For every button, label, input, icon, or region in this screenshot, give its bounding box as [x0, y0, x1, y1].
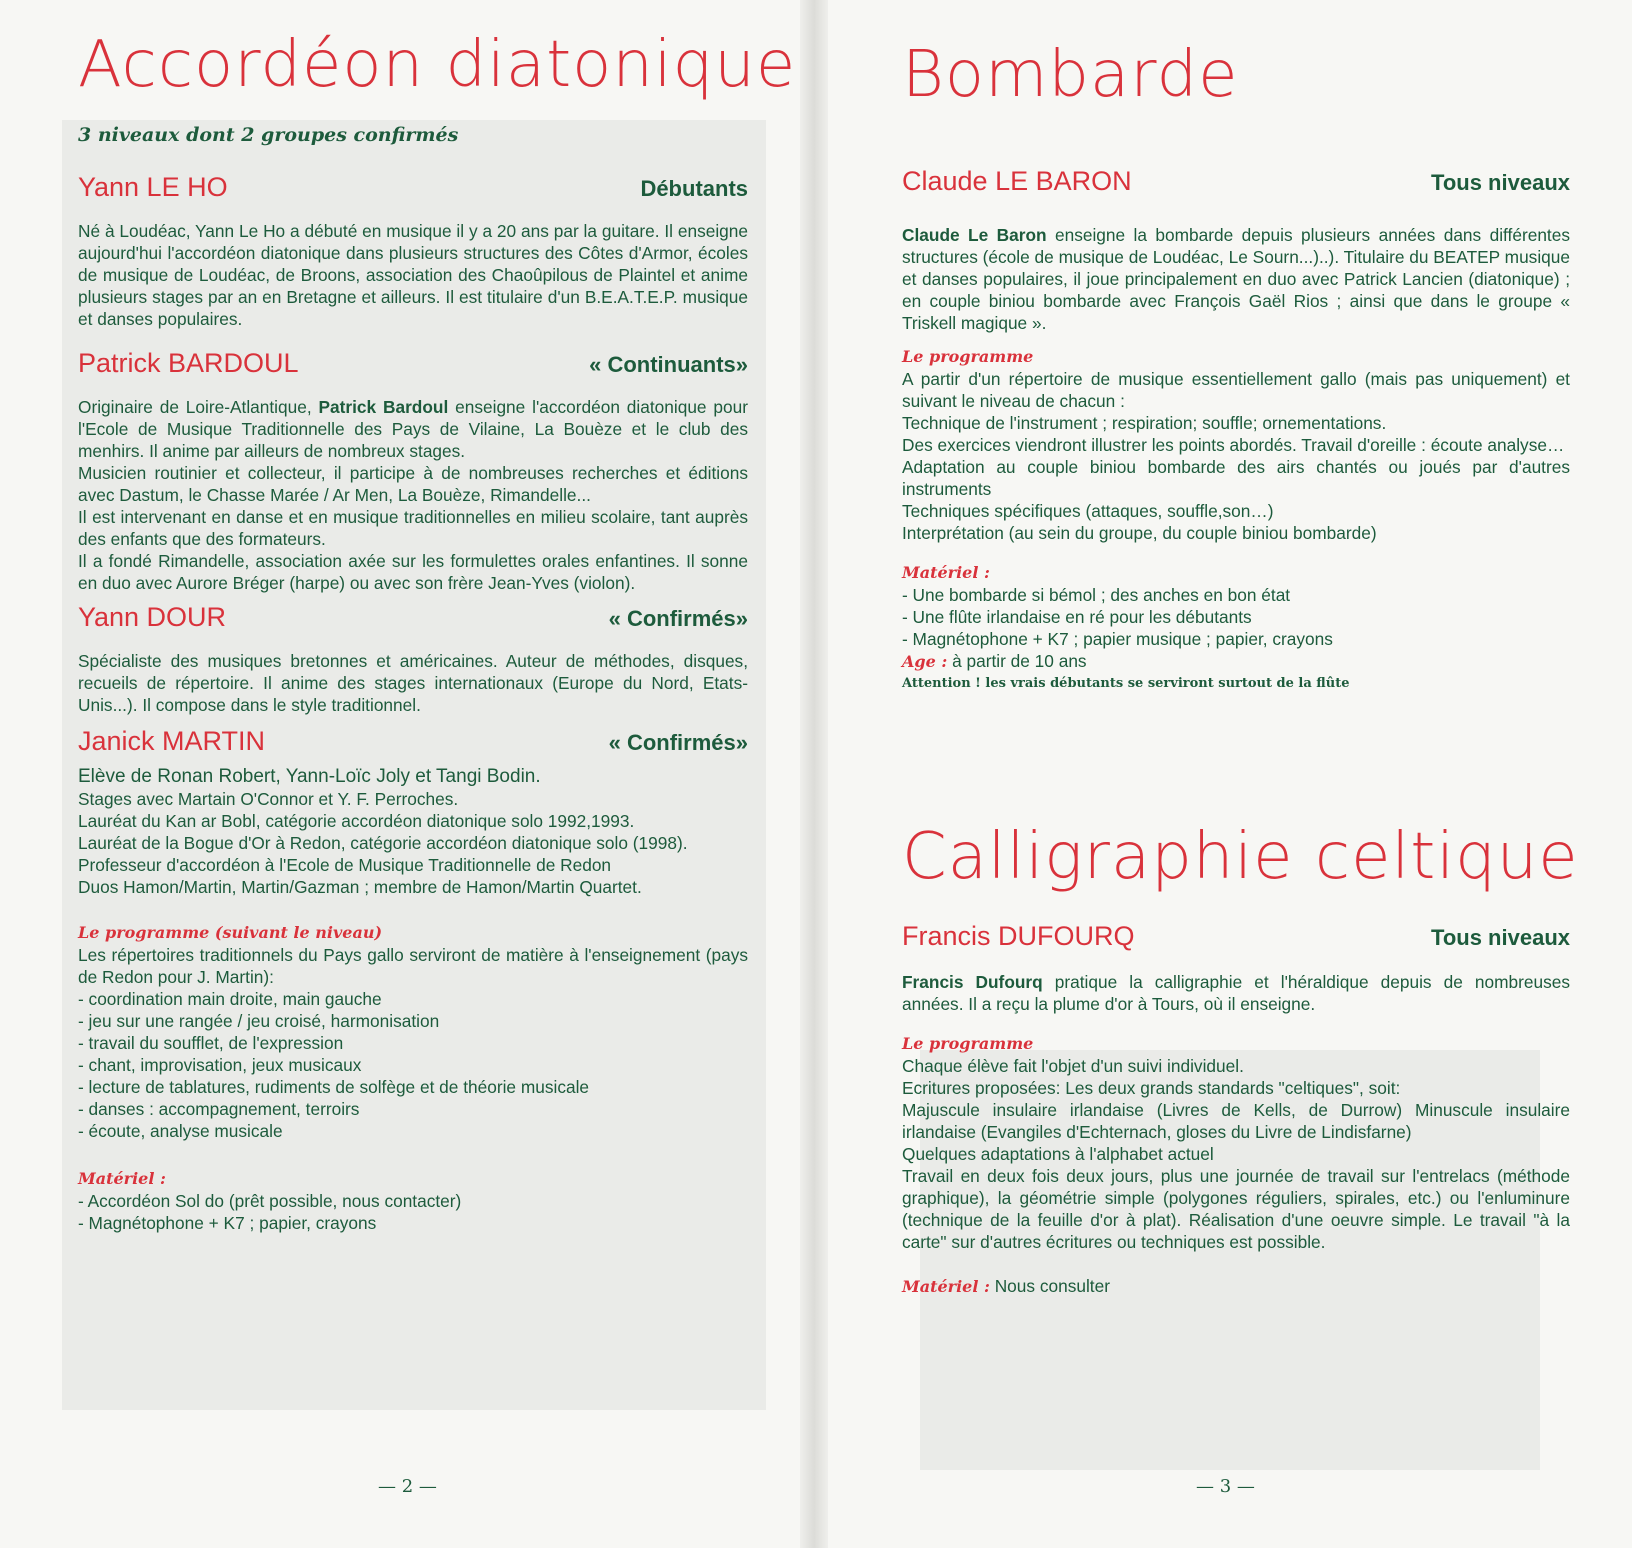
- programme-item: - chant, improvisation, jeux musicaux: [78, 1055, 362, 1075]
- materiel: Matériel : Nous consulter: [902, 1276, 1110, 1296]
- teacher-section: [78, 348, 748, 594]
- programme-item: Chaque élève fait l'objet d'un suivi individuel.: [902, 1056, 1244, 1076]
- programme-label: Le programme: [902, 347, 1034, 366]
- programme-intro: Les répertoires traditionnels du Pays gallo serviront de matière à l'enseignement (pays de Redon pour J. Martin):: [78, 945, 748, 987]
- bio: Né à Loudéac, Yann Le Ho a débuté en musique il y a 20 ans par la guitare. Il enseigne aujourd'hui l'accordéon diatonique dans plusieurs structures des Côtes d'Armor, écoles de musique de Loudéac, de Broons, association des Chaoûpilous de Plaintel et anime plusieurs stages par an en Bretagne et ailleurs. Il est titulaire d'un B.E.A.T.E.P. musique et danses populaires.: [78, 221, 748, 329]
- programme-item: Ecritures proposées: Les deux grands standards "celtiques", soit:: [902, 1078, 1401, 1098]
- bio-lead: Elève de Ronan Robert, Yann-Loïc Joly et Tangi Bodin.: [78, 766, 541, 787]
- teacher-name: Francis DUFOURQ: [902, 921, 1135, 951]
- page-number: — 2 —: [378, 1476, 437, 1497]
- bio: Francis Dufourq pratique la calligraphie et l'héraldique depuis de nombreuses années. Il a reçu la plume d'or à Tours, où il enseigne.: [902, 972, 1570, 1014]
- section-title: Calligraphie celtique: [902, 820, 1579, 894]
- teacher-name: Claude LE BARON: [902, 166, 1132, 196]
- programme-item: Travail en deux fois deux jours, plus une journée de travail sur l'entrelacs (méthode graphique), la géométrie simple (polygones réguliers, spirales, etc.) ou l'enluminure (technique de la feuille d'or à plat). Réalisation d'une oeuvre simple. Le travail "à la carte" sur d'autres écritures ou techniques est possible.: [902, 1166, 1570, 1252]
- bio: Originaire de Loire-Atlantique, Patrick Bardoul enseigne l'accordéon diatonique pour l'Ecole de Musique Traditionnelle des Pays de Vilaine, La Bouèze et le club des menhirs. Il anime par ailleurs de nombreux stages.: [78, 397, 748, 461]
- teacher-name: Yann LE HO: [78, 172, 228, 202]
- programme-item: - écoute, analyse musicale: [78, 1121, 283, 1141]
- programme-item: A partir d'un répertoire de musique essentiellement gallo (mais pas uniquement) et suivant le niveau de chacun :: [902, 369, 1570, 411]
- bio: Duos Hamon/Martin, Martin/Gazman ; membre de Hamon/Martin Quartet.: [78, 877, 642, 897]
- programme-label: Le programme: [902, 1034, 1034, 1053]
- programme-item: - lecture de tablatures, rudiments de solfège et de théorie musicale: [78, 1077, 590, 1097]
- programme-label: Le programme (suivant le niveau): [78, 923, 383, 942]
- materiel-item: - Magnétophone + K7 ; papier, crayons: [78, 1213, 377, 1233]
- page-title: Accordéon diatonique: [78, 28, 797, 102]
- right-column-top: [902, 166, 1570, 695]
- bio: Lauréat de la Bogue d'Or à Redon, catégorie accordéon diatonique solo (1998).: [78, 833, 688, 853]
- teacher-section: [78, 602, 748, 716]
- programme-item: Techniques spécifiques (attaques, souffle,son…): [902, 501, 1274, 521]
- materiel-label: Matériel :: [78, 1169, 166, 1188]
- level-label: « Confirmés»: [608, 730, 748, 755]
- materiel-item: - Accordéon Sol do (prêt possible, nous contacter): [78, 1191, 462, 1211]
- bio: Musicien routinier et collecteur, il participe à de nombreuses recherches et éditions avec Dastum, le Chasse Marée / Ar Men, La Bouèze, Rimandelle...: [78, 463, 748, 505]
- level-label: Débutants: [640, 176, 748, 201]
- programme-item: - coordination main droite, main gauche: [78, 989, 382, 1009]
- age: Age : à partir de 10 ans: [902, 651, 1087, 671]
- subtitle: 3 niveaux dont 2 groupes confirmés: [78, 124, 459, 146]
- materiel-item: - Une flûte irlandaise en ré pour les débutants: [902, 607, 1252, 627]
- bio: Il a fondé Rimandelle, association axée sur les formulettes orales enfantines. Il sonne en duo avec Aurore Bréger (harpe) ou avec son frère Jean-Yves (violon).: [78, 551, 748, 593]
- bio: Il est intervenant en danse et en musique traditionnelles en milieu scolaire, tant auprès des enfants que des formateurs.: [78, 507, 748, 549]
- materiel-item: - Une bombarde si bémol ; des anches en bon état: [902, 585, 1291, 605]
- programme-item: - danses : accompagnement, terroirs: [78, 1099, 360, 1119]
- teacher-name: Janick MARTIN: [78, 726, 266, 756]
- programme-item: Interprétation (au sein du groupe, du couple biniou bombarde): [902, 523, 1377, 543]
- materiel-label: Matériel :: [902, 563, 990, 582]
- level-label: « Confirmés»: [608, 606, 748, 631]
- level-label: Tous niveaux: [1431, 170, 1570, 195]
- page-title: Bombarde: [902, 38, 1239, 112]
- teacher-name: Patrick BARDOUL: [78, 348, 299, 378]
- level-label: « Continuants»: [589, 352, 748, 377]
- programme-item: Adaptation au couple biniou bombarde des airs chantés ou joués par d'autres instruments: [902, 457, 1570, 499]
- programme-item: - jeu sur une rangée / jeu croisé, harmonisation: [78, 1011, 440, 1031]
- level-label: Tous niveaux: [1431, 925, 1570, 950]
- bio: Lauréat du Kan ar Bobl, catégorie accordéon diatonique solo 1992,1993.: [78, 811, 635, 831]
- spine: [800, 0, 828, 1548]
- bio: Claude Le Baron enseigne la bombarde depuis plusieurs années dans différentes structures (école de musique de Loudéac, Le Sourn...)..). Titulaire du BEATEP musique et danses populaires, il joue principalement en duo avec Patrick Lancien (diatonique) ; en couple biniou bombarde avec François Gaël Rios ; ainsi que dans le groupe « Triskell magique ».: [902, 225, 1570, 333]
- programme-item: Quelques adaptations à l'alphabet actuel: [902, 1144, 1214, 1164]
- bio: Spécialiste des musiques bretonnes et américaines. Auteur de méthodes, disques, recueils de répertoire. Il anime des stages internationaux (Europe du Nord, Etats-Unis...). Il compose dans le style traditionnel.: [78, 651, 748, 715]
- teacher-section: [78, 172, 748, 330]
- attention-note: Attention ! les vrais débutants se serviront surtout de la flûte: [902, 676, 1350, 691]
- programme-item: Des exercices viendront illustrer les points abordés. Travail d'oreille : écoute analyse…: [902, 435, 1565, 455]
- programme-item: Majuscule insulaire irlandaise (Livres de Kells, de Durrow) Minuscule insulaire irlandaise (Evangiles d'Echternach, gloses du Livre de Lindisfarne): [902, 1100, 1570, 1142]
- programme-item: Technique de l'instrument ; respiration; souffle; ornementations.: [902, 413, 1387, 433]
- programme-item: - travail du soufflet, de l'expression: [78, 1033, 344, 1053]
- bio: Professeur d'accordéon à l'Ecole de Musique Traditionnelle de Redon: [78, 855, 612, 875]
- teacher-section: [78, 726, 748, 898]
- materiel-item: - Magnétophone + K7 ; papier musique ; papier, crayons: [902, 629, 1333, 649]
- right-column-bottom: [902, 921, 1570, 1298]
- page-number: — 3 —: [1196, 1476, 1255, 1497]
- left-column: [78, 172, 748, 1234]
- teacher-name: Yann DOUR: [78, 602, 227, 632]
- bio: Stages avec Martain O'Connor et Y. F. Perroches.: [78, 789, 459, 809]
